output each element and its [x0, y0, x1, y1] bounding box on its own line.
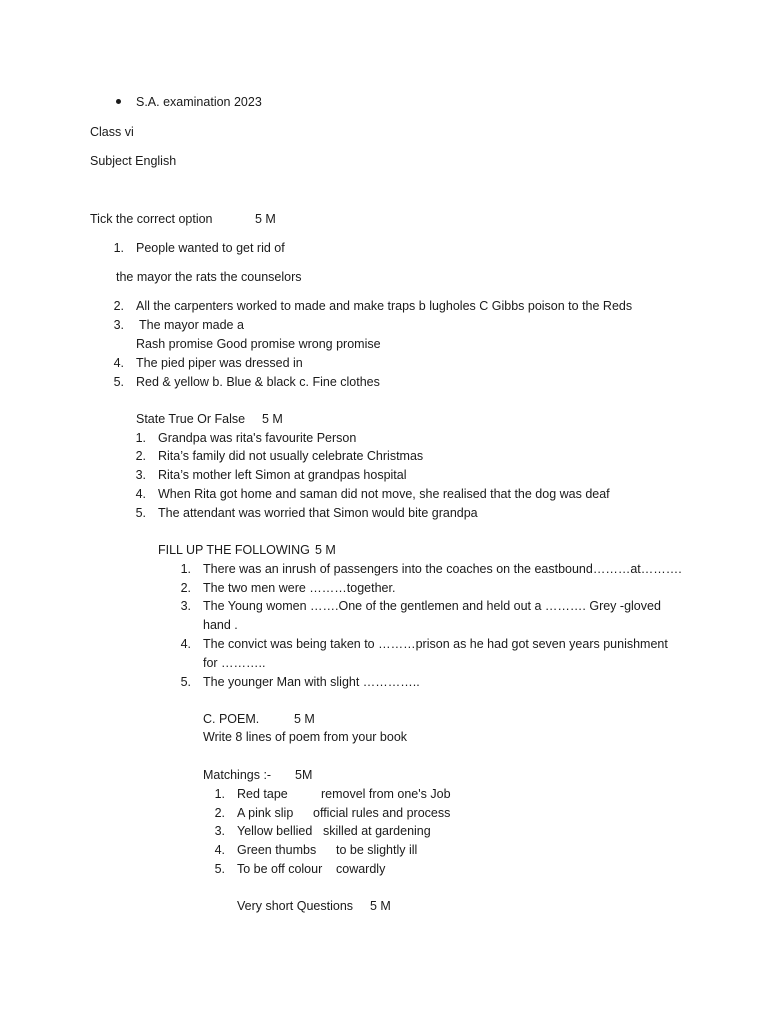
match-right: cowardly — [336, 862, 386, 876]
match-left: Red tape — [237, 787, 288, 801]
question-2: All the carpenters worked to made and make traps b lugholes C Gibbs poison to the Reds — [136, 299, 633, 313]
list-number: 1. — [214, 787, 225, 801]
fill-item-2: The two men were ………together. — [203, 581, 396, 595]
question-5: Red & yellow b. Blue & black c. Fine clothes — [136, 375, 380, 389]
match-right: official rules and process — [313, 806, 451, 820]
fill-item-4: The convict was being taken to ………prison as he had got seven years punishment — [203, 637, 668, 651]
list-number: 5. — [113, 375, 124, 389]
list-number: 4. — [180, 637, 191, 651]
section-d-heading: C. POEM. — [203, 712, 260, 726]
true-false-item: The attendant was worried that Simon would bite grandpa — [158, 506, 478, 520]
class-label: Class vi — [90, 125, 134, 139]
exam-title: S.A. examination 2023 — [136, 95, 262, 109]
list-number: 5. — [214, 862, 225, 876]
list-number: 3. — [180, 599, 191, 613]
fill-item-1: There was an inrush of passengers into the coaches on the eastbound………at………. — [203, 562, 682, 576]
true-false-item: Rita’s family did not usually celebrate Christmas — [158, 449, 424, 463]
section-a-heading: Tick the correct option — [90, 212, 213, 226]
list-number: 5. — [180, 675, 191, 689]
fill-item-5: The younger Man with slight ………….. — [203, 675, 420, 689]
match-right: to be slightly ill — [336, 843, 418, 857]
list-number: 1. — [180, 562, 191, 576]
list-number: 2. — [214, 806, 225, 820]
match-left: A pink slip — [237, 806, 294, 820]
match-left: Green thumbs — [237, 843, 317, 857]
list-number: 2. — [135, 449, 146, 463]
question-4: The pied piper was dressed in — [136, 356, 303, 370]
question-3: The mayor made a — [139, 318, 244, 332]
question-1-options: the mayor the rats the counselors — [116, 270, 302, 284]
section-f-heading: Very short Questions — [237, 899, 354, 913]
fill-item-4-cont: for ……….. — [203, 656, 266, 670]
list-number: 4. — [135, 487, 146, 501]
match-right: removel from one's Job — [321, 787, 451, 801]
question-3-options: Rash promise Good promise wrong promise — [136, 337, 381, 351]
section-e-heading: Matchings :- — [203, 768, 272, 782]
subject-label: Subject English — [90, 154, 177, 168]
section-e-marks: 5M — [295, 768, 313, 782]
match-left: Yellow bellied — [237, 824, 313, 838]
section-b-marks: 5 M — [262, 412, 283, 426]
fill-item-3: The Young women …….One of the gentlemen and held out a ………. Grey -gloved — [203, 599, 661, 613]
section-b-heading: State True Or False — [136, 412, 246, 426]
list-number: 3. — [113, 318, 124, 332]
list-number: 4. — [214, 843, 225, 857]
true-false-item: Rita’s mother left Simon at grandpas hospital — [158, 468, 407, 482]
list-number: 4. — [113, 356, 124, 370]
list-number: 3. — [214, 824, 225, 838]
section-c-heading: FILL UP THE FOLLOWING — [158, 543, 310, 557]
list-number: 5. — [135, 506, 146, 520]
section-a-marks: 5 M — [255, 212, 276, 226]
fill-item-3-cont: hand . — [203, 618, 238, 632]
list-number: 1. — [113, 241, 124, 255]
list-number: 3. — [135, 468, 146, 482]
section-c-marks: 5 M — [315, 543, 336, 557]
poem-instruction: Write 8 lines of poem from your book — [203, 730, 408, 744]
section-f-marks: 5 M — [370, 899, 391, 913]
bullet-icon — [116, 99, 121, 104]
list-number: 2. — [113, 299, 124, 313]
list-number: 2. — [180, 581, 191, 595]
match-left: To be off colour — [237, 862, 323, 876]
true-false-item: When Rita got home and saman did not move, she realised that the dog was deaf — [158, 487, 610, 501]
true-false-item: Grandpa was rita's favourite Person — [158, 431, 357, 445]
match-right: skilled at gardening — [323, 824, 431, 838]
list-number: 1. — [135, 431, 146, 445]
section-d-marks: 5 M — [294, 712, 315, 726]
question-1: People wanted to get rid of — [136, 241, 285, 255]
